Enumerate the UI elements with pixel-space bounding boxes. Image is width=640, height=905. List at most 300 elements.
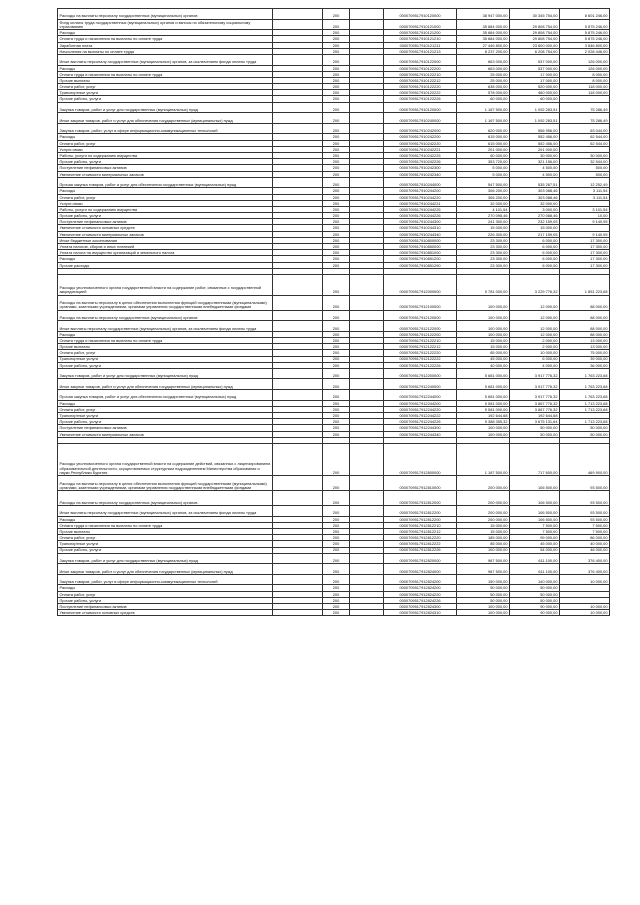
row-approved: 547 500,00 [457,177,510,188]
budget-report-sheet [57,8,609,616]
row-code: 200 [323,36,350,42]
row-unexecuted: 93 500,00 [560,490,610,505]
row-name: Закупка товаров, работ и услуг для государственных (муниципальных) нужд [58,102,273,113]
row-kbk: 0000709517912200000 [384,368,457,379]
row-name: Расходы [58,331,273,337]
row-code: 200 [323,597,350,603]
row-code: 200 [323,225,350,231]
empty-cell [273,123,323,134]
row-name: Увеличение стоимости материальных запасов [58,231,273,237]
row-executed: 3 867 776,32 [510,400,560,406]
row-name: Расходы [58,188,273,194]
row-approved: 15 000,00 [457,225,510,231]
row-code: 200 [323,604,350,610]
row-executed: 303 088,46 [510,194,560,200]
row-unexecuted: 3 111,54 [560,194,610,200]
row-unexecuted: 469 900,00 [560,443,610,475]
row-executed: 50 000,00 [510,591,560,597]
row-approved: 663 000,00 [457,65,510,71]
row-approved: 5 000,00 [457,171,510,177]
row-kbk: 0000709517912240000 [384,379,457,390]
row-code: 200 [323,123,350,134]
row-name: Работы, услуги по содержанию имущества [58,153,273,159]
row-approved: 25 000,00 [457,71,510,77]
row-code: 200 [323,90,350,96]
row-kbk: 0000709517910851200 [384,256,457,262]
row-code: 200 [323,113,350,124]
row-name: Увеличение стоимости материальных запасов [58,431,273,437]
row-code: 200 [323,310,350,321]
row-name: Услуги связи [58,200,273,206]
row-name: Уплата налогов, сборов и иных платежей [58,244,273,250]
row-kbk: 0000709517912824220 [384,591,457,597]
empty-cell [273,368,323,379]
row-approved: 200 000,00 [457,475,510,490]
row-executed: 6 000,00 [510,256,560,262]
row-code: 200 [323,140,350,146]
row-code: 200 [323,231,350,237]
row-kbk: 0000709517912122210 [384,337,457,343]
row-approved: 100 000,00 [457,610,510,616]
row-kbk: 0000709517912812220 [384,535,457,541]
row-unexecuted: 10 000,00 [560,610,610,616]
row-approved: 1 187 500,00 [457,443,510,475]
row-code: 200 [323,200,350,206]
empty-cell [273,19,323,30]
empty-cell [273,54,323,65]
row-kbk: 0000709517910122222 [384,90,457,96]
row-approved: 27 446 800,00 [457,42,510,48]
table-row [58,123,610,134]
row-kbk: 0000709517910244300 [384,219,457,225]
row-executed: 321 156,00 [510,159,560,165]
row-unexecuted: 17 300,00 [560,262,610,268]
row-name: Иные закупки товаров, работ и услуг для обеспечения государственных (муниципальных) нужд [58,379,273,390]
row-approved: 4 101,54 [457,206,510,212]
row-code: 200 [323,19,350,30]
row-name: Иные выплаты персоналу государственных (муниципальных) органов, за исключением фонда оплаты труда [58,505,273,516]
row-executed: 12 000,00 [510,321,560,332]
table-row [58,443,610,475]
row-name: Расходы на выплаты персоналу в целях обеспечения выполнения функций государственными (муниципальными) органами, казенными учреждениями, органами управления государственными внебюджетными фондами [58,295,273,310]
row-approved: 226 300,00 [457,231,510,237]
row-kbk: 0000709517912812226 [384,547,457,553]
row-kbk: 0000709517912000000 [384,274,457,295]
row-name: Поступление нефинансовых активов [58,219,273,225]
row-unexecuted: 10,00 [560,213,610,219]
table-body [58,9,610,616]
table-row [58,490,610,505]
row-kbk: 0000709517912120000 [384,310,457,321]
row-approved: 306 200,00 [457,188,510,194]
row-name: Оплата работ, услуг [58,406,273,412]
row-unexecuted: 17 300,00 [560,256,610,262]
row-approved: 50 000,00 [457,597,510,603]
row-unexecuted: 376 400,00 [560,553,610,564]
row-code: 200 [323,153,350,159]
row-executed: 7 500,00 [510,522,560,528]
row-kbk: 0000709517910242220 [384,140,457,146]
row-kbk: 0000709517912244340 [384,431,457,437]
row-executed: 32 000,00 [510,200,560,206]
row-unexecuted: 12 252,49 [560,177,610,188]
row-code: 200 [323,134,350,140]
row-code: 200 [323,390,350,401]
row-approved: 23 300,00 [457,244,510,250]
row-approved: 85 000,00 [457,350,510,356]
row-unexecuted: 88 000,00 [560,310,610,321]
row-executed: 30 000,00 [510,153,560,159]
row-approved: 8 237 200,00 [457,48,510,54]
row-name: Расходы [58,585,273,591]
row-unexecuted: 5 875 246,00 [560,36,610,42]
row-kbk: 0000709517912244220 [384,406,457,412]
row-executed: 106 500,00 [510,490,560,505]
row-approved: 85 000,00 [457,541,510,547]
row-code: 200 [323,337,350,343]
row-approved: 15 000,00 [457,522,510,528]
row-approved: 987 500,00 [457,553,510,564]
row-name: Прочие выплаты [58,344,273,350]
row-approved: 578 000,00 [457,90,510,96]
empty-cell [273,321,323,332]
row-approved: 987 500,00 [457,564,510,575]
empty-cell [273,564,323,575]
row-kbk: 0000709517912100000 [384,295,457,310]
row-kbk: 0000709517910244220 [384,194,457,200]
row-code: 200 [323,490,350,505]
row-kbk: 0000709517910244221 [384,200,457,206]
row-executed: 45 000,00 [510,541,560,547]
row-kbk: 0000709517910851290 [384,262,457,268]
row-executed: 3 917 776,32 [510,390,560,401]
row-kbk: 0000709517912812212 [384,528,457,534]
row-code: 200 [323,54,350,65]
row-kbk: 0000709517910121210 [384,36,457,42]
row-approved: 23 300,00 [457,256,510,262]
row-code: 200 [323,574,350,585]
row-approved: 100 000,00 [457,604,510,610]
row-unexecuted: 30 000,00 [560,153,610,159]
empty-cell [350,574,384,585]
row-unexecuted: 118 000,00 [560,84,610,90]
row-unexecuted: 5 875 246,00 [560,30,610,36]
row-kbk: 0000709517912244000 [384,390,457,401]
row-approved: 100 000,00 [457,425,510,431]
row-name: Расходы [58,30,273,36]
row-unexecuted: 63 044,00 [560,123,610,134]
row-kbk: 0000709517912812200 [384,516,457,522]
table-row [58,102,610,113]
row-approved: 192 644,68 [457,413,510,419]
row-executed: 2 000,00 [510,337,560,343]
row-unexecuted: 8 000,00 [560,77,610,83]
row-code: 200 [323,206,350,212]
row-unexecuted: 1 763 223,68 [560,390,610,401]
row-code: 200 [323,379,350,390]
row-executed: 15 000,00 [510,225,560,231]
row-kbk: 0000709517910121213 [384,48,457,54]
row-kbk: 0000709517910122220 [384,84,457,90]
empty-cell [273,274,323,295]
row-approved: 663 000,00 [457,54,510,65]
row-code: 200 [323,250,350,256]
row-approved: 615 000,00 [457,134,510,140]
row-kbk: 0000709517910242000 [384,123,457,134]
row-executed: 270 088,46 [510,213,560,219]
row-code: 200 [323,516,350,522]
table-row [58,368,610,379]
row-code: 200 [323,591,350,597]
row-name: Оплата работ, услуг [58,84,273,90]
row-code: 200 [323,344,350,350]
row-executed: 520 000,00 [510,84,560,90]
row-executed: 4 500,00 [510,171,560,177]
row-name: Прочие работы, услуги [58,362,273,368]
row-executed: 140 000,00 [510,574,560,585]
row-unexecuted: 62 544,00 [560,140,610,146]
row-kbk: 0000709517910121200 [384,30,457,36]
row-executed: 106 500,00 [510,475,560,490]
row-unexecuted: 62 544,00 [560,134,610,140]
row-code: 200 [323,535,350,541]
row-executed: 3 000,00 [510,206,560,212]
row-executed: 537 000,00 [510,54,560,65]
row-kbk: 0000709517910242225 [384,153,457,159]
row-kbk: 0000709517912244300 [384,425,457,431]
row-approved: 50 000,00 [457,591,510,597]
row-name: Расходы [58,516,273,522]
row-kbk: 0000709517912244222 [384,413,457,419]
row-approved: 45 000,00 [457,356,510,362]
row-kbk: 0000709517912824300 [384,604,457,610]
empty-cell [273,475,323,490]
row-unexecuted: 88 000,00 [560,331,610,337]
row-approved: 35 684 000,00 [457,19,510,30]
row-name: Транспортные услуги [58,413,273,419]
row-name: Увеличение стоимости основных средств [58,225,273,231]
row-executed: 552 456,00 [510,140,560,146]
empty-cell [350,113,384,124]
row-executed: 537 000,00 [510,65,560,71]
row-executed: 192 644,68 [510,413,560,419]
row-executed: 12 000,00 [510,295,560,310]
row-name: Закупка товаров, работ и услуг для государственных (муниципальных) нужд [58,553,273,564]
empty-cell [350,123,384,134]
row-executed: 717 600,00 [510,443,560,475]
row-unexecuted: 376 400,00 [560,564,610,575]
row-unexecuted: 7 500,00 [560,522,610,528]
empty-cell [273,505,323,516]
row-unexecuted: 36 000,00 [560,362,610,368]
table-row [58,274,610,295]
row-name: Работы, услуги по содержанию имущества [58,206,273,212]
row-executed: 3 229 776,32 [510,274,560,295]
row-name: Увеличение стоимости материальных запасов [58,171,273,177]
empty-cell [273,610,323,616]
row-approved: 5 000,00 [457,165,510,171]
row-executed: 460 000,00 [510,90,560,96]
row-name: Расходы [58,134,273,140]
row-executed: 29 808 754,00 [510,30,560,36]
row-approved: 100 000,00 [457,295,510,310]
row-name: Прочие работы, услуги [58,547,273,553]
row-executed: 50 000,00 [510,431,560,437]
empty-cell [350,19,384,30]
row-name: Закупка товаров, работ, услуг в сфере информационно-коммуникационных технологий [58,123,273,134]
row-code: 200 [323,541,350,547]
row-unexecuted: 9 140,95 [560,231,610,237]
row-executed: 90 000,00 [510,610,560,616]
row-approved: 615 000,00 [457,140,510,146]
row-unexecuted: 500,00 [560,171,610,177]
row-executed: 7 500,00 [510,528,560,534]
row-approved: 620 000,00 [457,123,510,134]
row-executed: 4 000,00 [510,362,560,368]
row-code: 200 [323,237,350,243]
empty-cell [350,310,384,321]
row-kbk: 0000709517910120000 [384,9,457,20]
empty-cell [350,177,384,188]
row-kbk: 0000709517912800000 [384,443,457,475]
row-unexecuted: 17 300,00 [560,250,610,256]
empty-cell [350,102,384,113]
row-code: 200 [323,406,350,412]
row-code: 200 [323,331,350,337]
empty-cell [273,443,323,475]
row-name: Увеличение стоимости основных средств [58,610,273,616]
row-code: 200 [323,475,350,490]
row-approved: 5 681 000,00 [457,379,510,390]
row-code: 200 [323,262,350,268]
row-code: 200 [323,165,350,171]
row-unexecuted: 17 300,00 [560,237,610,243]
row-kbk: 0000709517912812000 [384,490,457,505]
row-kbk: 0000709517910122210 [384,71,457,77]
row-executed: 30 345 754,00 [510,9,560,20]
row-name: Прочие работы, услуги [58,597,273,603]
row-kbk: 0000709517912122220 [384,350,457,356]
row-executed: 3 917 776,32 [510,379,560,390]
row-kbk: 0000709517912812222 [384,541,457,547]
row-name: Поступление нефинансовых активов [58,604,273,610]
row-name: Оплата труда и начисления на выплаты по оплате труда [58,522,273,528]
row-code: 200 [323,84,350,90]
row-kbk: 0000709517910800000 [384,237,457,243]
row-approved: 100 000,00 [457,547,510,553]
row-name: Начисления на выплаты по оплате труда [58,48,273,54]
row-executed: 23 600 000,00 [510,42,560,48]
row-name: Оплата работ, услуг [58,535,273,541]
empty-cell [273,295,323,310]
empty-cell [350,295,384,310]
row-unexecuted: 88 000,00 [560,295,610,310]
row-name: Иные закупки товаров, работ и услуг для обеспечения государственных (муниципальных) нужд [58,113,273,124]
row-kbk: 0000709517910244225 [384,206,457,212]
row-name: Транспортные услуги [58,356,273,362]
table-row [58,610,610,616]
row-approved: 50 000,00 [457,585,510,591]
row-kbk: 0000709517910242340 [384,171,457,177]
row-code: 200 [323,48,350,54]
row-executed: 217 159,05 [510,231,560,237]
row-name: Оплата труда и начисления на выплаты по оплате труда [58,36,273,42]
row-name: Расходы на выплаты персоналу государственных (муниципальных) органов [58,310,273,321]
row-approved: 5 581 000,00 [457,400,510,406]
row-approved: 200 000,00 [457,505,510,516]
row-unexecuted: 118 000,00 [560,90,610,96]
row-executed: 29 808 754,00 [510,36,560,42]
row-name: Транспортные услуги [58,90,273,96]
row-approved: 150 000,00 [457,574,510,585]
row-name: Расходы на выплаты персоналу государственных (муниципальных) органов [58,490,273,505]
row-executed: 10 000,00 [510,350,560,356]
row-approved: 306 200,00 [457,194,510,200]
row-unexecuted: 50 000,00 [560,425,610,431]
row-unexecuted: 3 111,54 [560,188,610,194]
row-executed: 3 917 776,32 [510,368,560,379]
row-unexecuted: 3 846 800,00 [560,42,610,48]
row-executed: 106 500,00 [510,516,560,522]
row-name: Оплата работ, услуг [58,350,273,356]
row-code: 200 [323,362,350,368]
row-kbk: 0000709517910242300 [384,165,457,171]
row-code: 200 [323,321,350,332]
row-approved: 5 781 000,00 [457,274,510,295]
row-executed: 3 867 776,32 [510,406,560,412]
row-unexecuted: 1 713 223,68 [560,406,610,412]
row-name: Услуги связи [58,146,273,152]
row-name: Расходы [58,256,273,262]
empty-cell [350,610,384,616]
row-executed: 6 000,00 [510,356,560,362]
row-approved: 15 000,00 [457,528,510,534]
row-kbk: 0000709517912810000 [384,475,457,490]
table-row [58,564,610,575]
row-unexecuted: 1 713 223,68 [560,419,610,425]
table-row [58,295,610,310]
row-name: Расходы [58,400,273,406]
row-kbk: 0000709517912824200 [384,585,457,591]
row-kbk: 0000709517912122200 [384,331,457,337]
row-kbk: 0000709517910851000 [384,250,457,256]
row-executed: 303 088,46 [510,188,560,194]
row-code: 200 [323,244,350,250]
row-executed: 2 000,00 [510,344,560,350]
row-unexecuted: 1 763 223,68 [560,368,610,379]
row-code: 200 [323,9,350,20]
row-name: Иные бюджетные ассигнования [58,237,273,243]
row-approved: 5 681 000,00 [457,390,510,401]
row-executed: 1 092 283,51 [510,102,560,113]
row-code: 200 [323,194,350,200]
row-executed: 1 092 283,51 [510,113,560,124]
row-code: 200 [323,295,350,310]
row-name: Уплата налога на имущество организаций и земельного налога [58,250,273,256]
row-name: Оплата работ, услуг [58,194,273,200]
row-kbk: 0000709517910121211 [384,42,457,48]
row-name: Иные выплаты персоналу государственных (муниципальных) органов, за исключением фонда оплаты труда [58,54,273,65]
table-row [58,574,610,585]
row-code: 200 [323,171,350,177]
row-code: 200 [323,368,350,379]
row-code: 200 [323,213,350,219]
empty-cell [273,574,323,585]
row-name: Закупка товаров, работ, услуг в сфере информационно-коммуникационных технологий [58,574,273,585]
row-unexecuted: 93 500,00 [560,516,610,522]
row-approved: 241 300,00 [457,219,510,225]
row-code: 200 [323,188,350,194]
